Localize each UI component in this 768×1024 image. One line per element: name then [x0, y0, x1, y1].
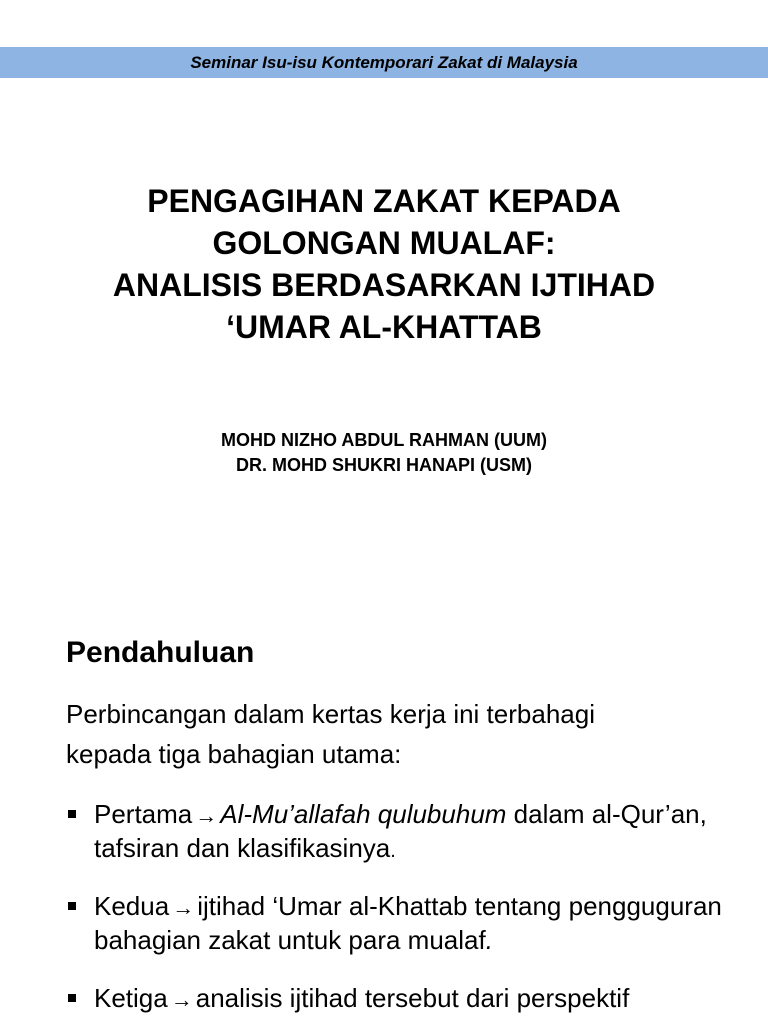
authors-block: [0, 428, 768, 478]
bullet-rest: analisis ijtihad tersebut dari perspektif: [195, 983, 630, 1013]
header-band: [0, 47, 768, 78]
author-1: MOHD NIZHO ABDUL RAHMAN (UUM): [221, 430, 547, 450]
bullet-end: .: [485, 925, 493, 955]
arrow-right-icon: →: [170, 987, 193, 1012]
title-line-3: ANALISIS BERDASARKAN IJTIHAD: [112, 267, 656, 303]
arrow-right-icon: →: [195, 803, 218, 828]
bullet-rest: dalam al-Qur’an, tafsiran dan klasifikasinya: [94, 799, 707, 863]
title-line-1: PENGAGIHAN ZAKAT KEPADA: [147, 183, 621, 219]
bullet-lead: Kedua: [94, 891, 170, 921]
intro-paragraph: [66, 694, 726, 774]
bullet-text: [94, 890, 746, 956]
slide-title: [0, 180, 768, 348]
bullet-square-icon: [68, 994, 76, 1002]
intro-line-2: kepada tiga bahagian utama:: [66, 739, 402, 769]
arrow-right-icon: →: [172, 895, 195, 920]
bullet-text: [94, 798, 746, 867]
bullet-text: [94, 982, 746, 1016]
bullet-square-icon: [68, 810, 76, 818]
bullet-lead: Pertama: [94, 799, 193, 829]
bullet-rest: ijtihad ‘Umar al-Khattab tentang pengguguran bahagian zakat untuk para mualaf: [94, 891, 722, 955]
author-2: DR. MOHD SHUKRI HANAPI (USM): [236, 455, 532, 475]
list-item: [66, 982, 746, 1016]
title-line-2: GOLONGAN MUALAF:: [212, 225, 556, 261]
list-item: [66, 798, 746, 867]
title-line-4: ‘UMAR AL-KHATTAB: [226, 309, 542, 345]
bullet-end: .: [390, 840, 396, 862]
section-heading: Pendahuluan: [66, 636, 255, 669]
bullet-lead: Ketiga: [94, 983, 168, 1013]
bullet-square-icon: [68, 902, 76, 910]
bullet-italic-term: Al-Mu’allafah qulubuhum: [220, 799, 507, 829]
list-item: [66, 890, 746, 956]
header-text: Seminar Isu-isu Kontemporari Zakat di Malaysia: [190, 53, 578, 72]
intro-line-1: Perbincangan dalam kertas kerja ini terbahagi: [66, 699, 595, 729]
